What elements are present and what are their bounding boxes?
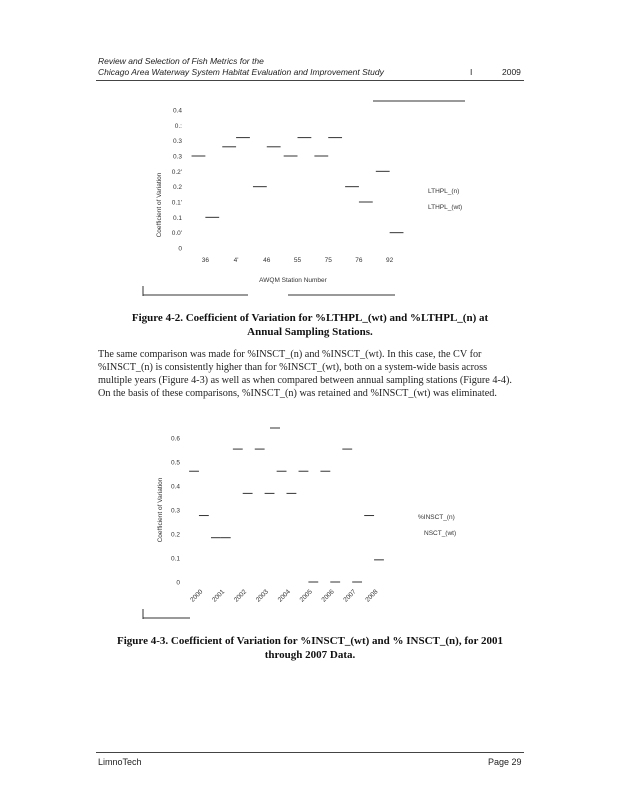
figure-4-3-caption-line-1: Figure 4-3. Coefficient of Variation for %INSCT_(wt) and % INSCT_(n), for 2001 [117,635,503,647]
c1-y-tick-label: 0.3 [172,153,182,161]
c1-x-tick-label: 4' [233,257,239,264]
c2-x-tick-label: 2003 [254,588,271,604]
figure-4-2-caption-line-2: Annual Sampling Stations. [247,326,373,338]
c1-x-tick-label: 75 [324,257,332,264]
c2-y-tick-label: 0.4 [170,483,180,491]
c2-x-tick-label: 2004 [276,588,292,604]
c2-y-tick-label: 0 [176,579,180,587]
c1-x-tick-label: 76 [355,257,363,264]
c2-x-tick-label: 2001 [211,588,227,604]
c2-x-tick-label: 2007 [342,588,358,604]
c2-x-tick-label: 2008 [364,588,380,604]
body-paragraph: The same comparison was made for %INSCT_(n) and %INSCT_(wt). In this case, the CV for %INSCT_(n) is consistently higher than for %INSCT_(wt), both on a system-wide basis across multiple years (Figure 4-3) as well as when compared between annual sampling stations (Figure 4-4). On the basis of these comparisons, %INSCT_(n) was retained and %INSCT_(wt) was eliminated. [98,349,512,399]
chart1-x-label: AWQM Station Number [259,277,327,284]
chart1-y-label: Coefficient of Variation [156,172,163,238]
c1-y-tick-label: 0.: [174,122,182,130]
c1-y-tick-label: 0.1 [172,214,182,222]
c1-x-tick-label: 92 [386,257,394,264]
c2-x-tick-label: 2005 [298,588,314,604]
c2-x-tick-label: 2006 [320,588,336,604]
figure-4-3-caption [100,634,520,662]
c2-x-tick-label: 2000 [189,588,205,604]
chart2-y-label: Coefficient of Variation [157,477,164,543]
c1-x-tick-label: 36 [201,257,209,264]
c1-x-tick-label: 46 [263,257,271,264]
c2-y-tick-label: 0.3 [170,507,180,515]
chart2-legend-insct-wt: NSCT_(wt) [424,530,457,537]
chart2-legend-insct-n: %INSCT_(n) [418,514,455,521]
c1-y-tick-label: 0 [178,245,182,253]
c2-y-tick-label: 0.6 [170,435,180,443]
chart1-legend-lthpl-n: LTHPL_(n) [428,188,460,195]
header-rule [96,80,524,81]
c1-y-tick-label: 0.4 [172,107,182,115]
figure-4-2-caption [100,311,520,339]
c1-y-tick-label: 0.2 [172,184,182,192]
footer-rule [96,752,524,753]
chart1-legend-lthpl-wt: LTHPL_(wt) [428,204,463,211]
running-header [98,56,384,78]
figure-4-3-caption-line-2: through 2007 Data. [264,649,356,661]
header-line-2: Chicago Area Waterway System Habitat Evaluation and Improvement Study [98,67,384,77]
c2-y-tick-label: 0.2 [170,531,180,539]
c2-x-tick-label: 2002 [232,588,249,604]
footer-company: LimnoTech [98,757,142,767]
header-year: 2009 [502,67,521,77]
c1-y-tick-label: 0.1' [171,199,182,207]
c2-y-tick-label: 0.1 [170,555,180,563]
figure-4-2-caption-line-1: Figure 4-2. Coefficient of Variation for %LTHPL_(wt) and %LTHPL_(n) at [131,312,489,324]
c2-y-tick-label: 0.5 [170,459,180,467]
header-separator: I [470,67,473,77]
c1-y-tick-label: 0.3 [172,138,182,146]
c1-y-tick-label: 0.2' [171,168,182,176]
footer-page-number: Page 29 [488,757,522,767]
header-line-1: Review and Selection of Fish Metrics for the [98,56,264,66]
c1-y-tick-label: 0.0' [171,230,182,238]
c1-x-tick-label: 55 [293,257,302,264]
